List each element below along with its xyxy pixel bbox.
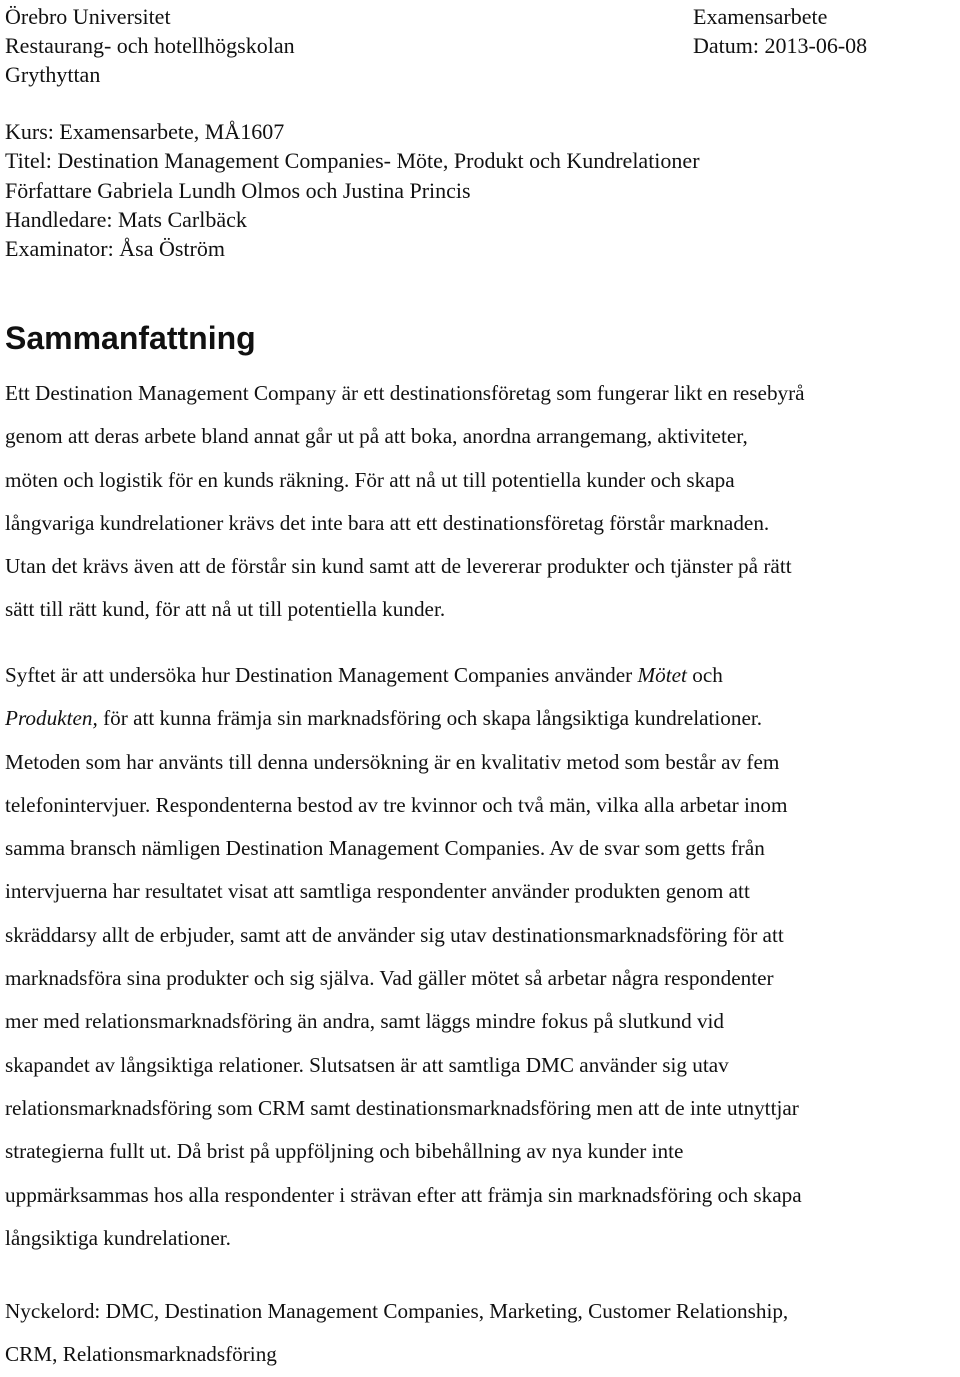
text-line: möten och logistik för en kunds räkning. För att nå ut till potentiella kunder och skapa bbox=[5, 467, 735, 492]
text-line: relationsmarknadsföring som CRM samt destinationsmarknadsföring men att de inte utnyttjar bbox=[5, 1095, 799, 1120]
text-line: skräddarsy allt de erbjuder, samt att de använder sig utav destinationsmarknadsföring för att bbox=[5, 922, 784, 947]
emphasis-motet: Mötet bbox=[637, 663, 687, 687]
text-line bbox=[5, 654, 960, 697]
text-line: Metoden som har använts till denna undersökning är en kvalitativ metod som består av fem bbox=[5, 749, 780, 774]
text-line: intervjuerna har resultatet visat att samtliga respondenter använder produkten genom att bbox=[5, 879, 750, 904]
text-line: marknadsföra sina produkter och sig själva. Vad gäller mötet så arbetar några respondenter bbox=[5, 966, 774, 991]
text-line: genom att deras arbete bland annat går ut på att boka, anordna arrangemang, aktiviteter, bbox=[5, 424, 748, 449]
text-line: skapandet av långsiktiga relationer. Slutsatsen är att samtliga DMC använder sig utav bbox=[5, 1052, 729, 1077]
examiner-line: Examinator: Åsa Öström bbox=[5, 236, 225, 262]
thesis-info bbox=[5, 117, 700, 263]
text-line bbox=[5, 697, 960, 740]
text-line: Utan det krävs även att de förstår sin kund samt att de levererar produkter och tjänster på rätt bbox=[5, 554, 792, 579]
summary-paragraph-1 bbox=[5, 372, 960, 632]
text-line: uppmärksammas hos alla respondenter i strävan efter att främja sin marknadsföring och skapa bbox=[5, 1182, 802, 1207]
header-document-meta bbox=[693, 2, 867, 60]
text-segment: Syftet är att undersöka hur Destination Management Companies använder bbox=[5, 663, 638, 687]
text-line: långsiktiga kundrelationer. bbox=[5, 1225, 231, 1250]
text-line: långvariga kundrelationer krävs det inte bara att ett destinationsföretag förstår marknaden. bbox=[5, 510, 770, 535]
supervisor-line: Handledare: Mats Carlbäck bbox=[5, 206, 247, 232]
header-institution bbox=[5, 2, 295, 89]
text-line: CRM, Relationsmarknadsföring bbox=[5, 1342, 277, 1367]
keywords-paragraph bbox=[5, 1290, 960, 1377]
text-line: Nyckelord: DMC, Destination Management Companies, Marketing, Customer Relationship, bbox=[5, 1299, 789, 1323]
text-line: samma bransch nämligen Destination Management Companies. Av de svar som getts från bbox=[5, 836, 765, 861]
emphasis-produkten: Produkten, bbox=[5, 706, 98, 731]
text-line: Ett Destination Management Company är ett destinationsföretag som fungerar likt en resebyrå bbox=[5, 381, 805, 405]
course-line: Kurs: Examensarbete, MÅ1607 bbox=[5, 119, 285, 144]
summary-paragraph-2 bbox=[5, 654, 960, 1260]
title-line: Titel: Destination Management Companies- Möte, Produkt och Kundrelationer bbox=[5, 148, 700, 174]
document-type: Examensarbete bbox=[693, 4, 828, 29]
text-segment: för att kunna främja sin marknadsföring och skapa långsiktiga kundrelationer. bbox=[97, 706, 763, 731]
university-name: Örebro Universitet bbox=[5, 4, 171, 29]
text-segment: och bbox=[686, 663, 723, 687]
school-name: Restaurang- och hotellhögskolan bbox=[5, 33, 295, 58]
section-heading: Sammanfattning bbox=[5, 320, 256, 356]
text-line: sätt till rätt kund, för att nå ut till potentiella kunder. bbox=[5, 597, 446, 622]
text-line: mer med relationsmarknadsföring än andra, samt läggs mindre fokus på slutkund vid bbox=[5, 1009, 725, 1034]
authors-line: Författare Gabriela Lundh Olmos och Justina Princis bbox=[5, 177, 471, 203]
text-line: telefonintervjuer. Respondenterna bestod av tre kvinnor och två män, vilka alla arbetar inom bbox=[5, 792, 788, 817]
document-date: Datum: 2013-06-08 bbox=[693, 33, 868, 58]
campus-name: Grythyttan bbox=[5, 62, 101, 87]
text-line: strategierna fullt ut. Då brist på uppföljning och bibehållning av nya kunder inte bbox=[5, 1139, 684, 1164]
